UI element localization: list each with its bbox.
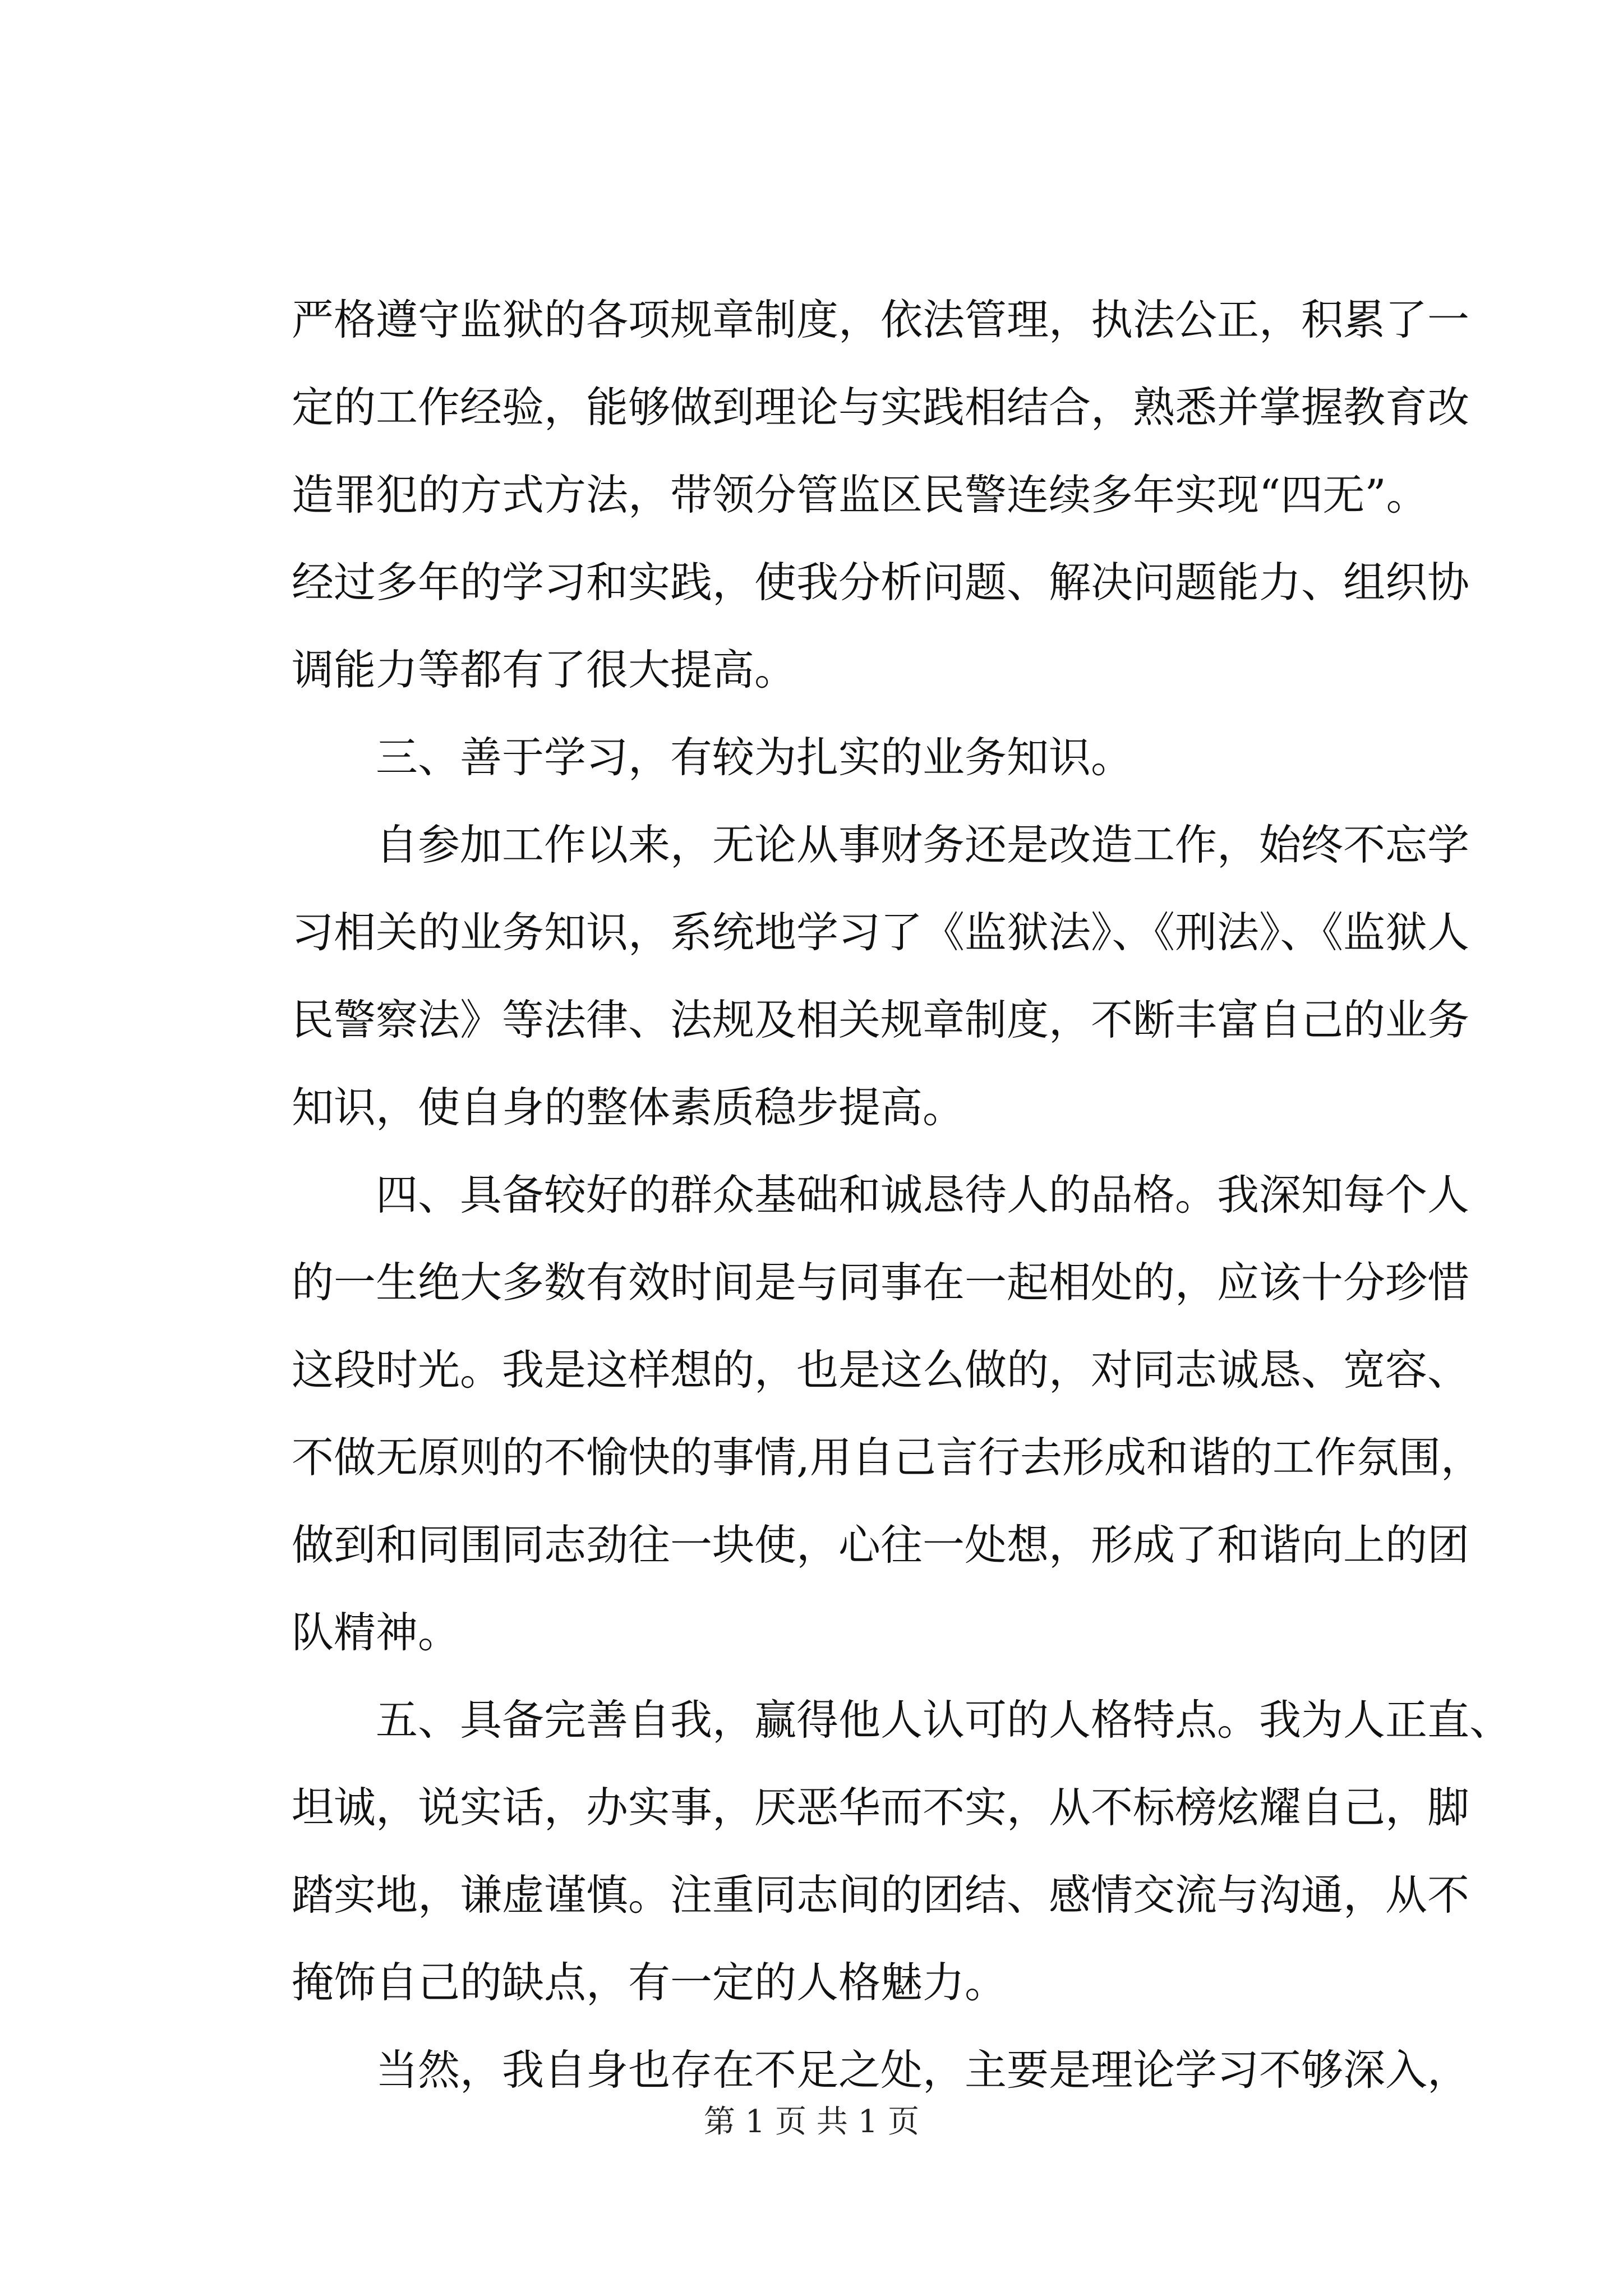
page-number-footer: 第 1 页 共 1 页 [703, 2104, 920, 2140]
text-line: 习相关的业务知识，系统地学习了《监狱法》、《刑法》、《监狱人 [292, 908, 1470, 957]
text-line: 调能力等都有了很大提高。 [292, 645, 797, 694]
text-line: 掩饰自己的缺点，有一定的人格魅力。 [292, 1958, 1007, 2007]
text-line: 知识，使自身的整体素质稳步提高。 [292, 1083, 965, 1132]
text-line: 做到和同围同志劲往一块使，心往一处想，形成了和谐向上的团 [292, 1520, 1470, 1570]
text-line: 不做无原则的不愉快的事情,用自己言行去形成和谐的工作氛围， [292, 1433, 1483, 1482]
text-line: 造罪犯的方式方法，带领分管监区民警连续多年实现“四无”。 [292, 470, 1428, 519]
text-line: 队精神。 [292, 1608, 460, 1657]
text-line: 严格遵守监狱的各项规章制度，依法管理，执法公正，积累了一 [292, 295, 1470, 344]
section-heading: 三、善于学习，有较为扎实的业务知识。 [376, 733, 1133, 782]
text-line: 坦诚，说实话，办实事，厌恶华而不实，从不标榜炫耀自己，脚 [292, 1783, 1470, 1832]
text-line: 民警察法》等法律、法规及相关规章制度，不断丰富自己的业务 [292, 995, 1470, 1045]
text-line: 当然，我自身也存在不足之处，主要是理论学习不够深入， [376, 2045, 1470, 2095]
text-line: 这段时光。我是这样想的，也是这么做的，对同志诚恳、宽容、 [292, 1345, 1470, 1395]
text-line: 定的工作经验，能够做到理论与实践相结合，熟悉并掌握教育改 [292, 383, 1470, 432]
text-line: 经过多年的学习和实践，使我分析问题、解决问题能力、组织协 [292, 558, 1470, 607]
section-heading: 五、具备完善自我，赢得他人认可的人格特点。我为人正直、 [376, 1695, 1512, 1745]
text-line: 的一生绝大多数有效时间是与同事在一起相处的，应该十分珍惜 [292, 1258, 1470, 1307]
document-body [292, 292, 1512, 2129]
section-heading: 四、具备较好的群众基础和诚恳待人的品格。我深知每个人 [376, 1170, 1470, 1220]
text-line: 踏实地，谦虚谨慎。注重同志间的团结、感情交流与沟通，从不 [292, 1870, 1470, 1920]
text-line: 自参加工作以来，无论从事财务还是改造工作，始终不忘学 [376, 820, 1470, 869]
